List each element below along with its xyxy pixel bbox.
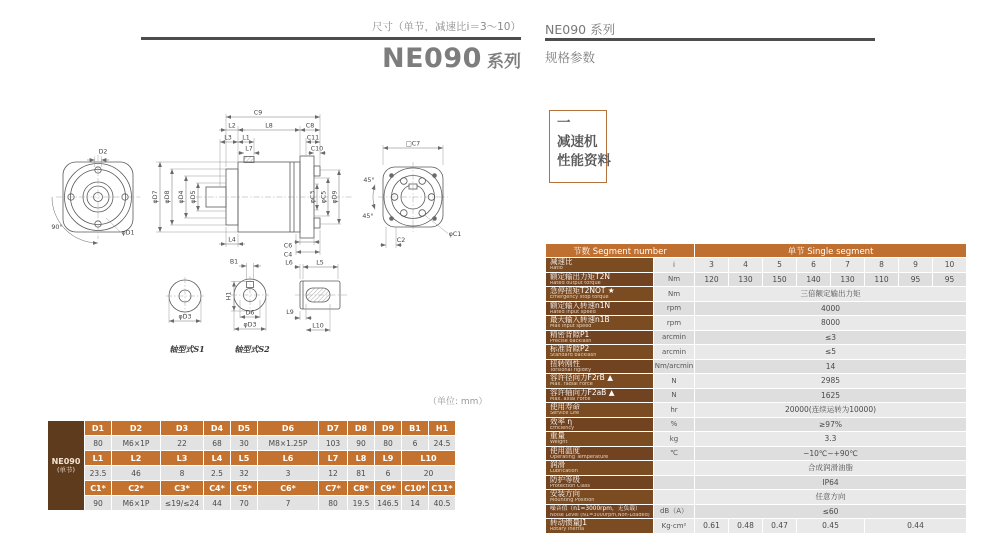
spec-value-cell: 0.47 xyxy=(763,519,796,533)
spec-value-cell: 三倍额定输出力矩 xyxy=(695,287,966,301)
dim-header-cell: L6 xyxy=(258,451,318,465)
spec-value-cell: 任意方向 xyxy=(695,490,966,504)
dim-header-cell: C6* xyxy=(258,481,318,495)
dim-label: φD4 xyxy=(178,190,185,204)
dim-label: φC3 xyxy=(309,190,317,204)
dim-value-cell: 81 xyxy=(348,466,374,480)
dim-label: B1 xyxy=(229,258,239,266)
right-divider-rule xyxy=(545,38,875,41)
spec-row-label: 效率 η Efficiency xyxy=(546,418,653,432)
dim-label: φD7 xyxy=(152,190,159,204)
dim-label: φD3 xyxy=(243,321,257,329)
dim-header-cell: H1 xyxy=(429,421,455,435)
right-section-title: 规格参数 xyxy=(545,50,596,65)
spec-unit-cell: Nm xyxy=(654,273,694,287)
spec-value-cell: 120 xyxy=(695,273,728,287)
side-view xyxy=(156,114,352,255)
spec-value-cell: 3.3 xyxy=(695,432,966,446)
dim-value-cell: 32 xyxy=(231,466,257,480)
dim-label: L2 xyxy=(228,122,236,130)
dim-label: C9 xyxy=(253,109,263,117)
dim-value-cell: 146.5 xyxy=(375,496,401,510)
spec-row-label: 防护等级 Protection Class xyxy=(546,476,653,490)
dim-value-cell: 80 xyxy=(319,496,347,510)
dim-label: φD3 xyxy=(178,313,192,321)
dim-value-cell: 14 xyxy=(402,496,428,510)
spec-unit-cell xyxy=(654,490,694,504)
dim-header-cell: C2* xyxy=(112,481,160,495)
dim-header-cell: D8 xyxy=(348,421,374,435)
spec-row-label: 减速比 Ratio xyxy=(546,258,653,272)
spec-unit-cell: arcmin xyxy=(654,331,694,345)
dim-value-cell: 20 xyxy=(402,466,455,480)
spec-value-cell: 130 xyxy=(729,273,762,287)
dim-value-cell: 70 xyxy=(231,496,257,510)
unit-note: （单位: mm） xyxy=(428,397,488,407)
spec-unit-cell: N xyxy=(654,374,694,388)
dim-header-cell: D4 xyxy=(204,421,230,435)
spec-col2-header: 单节 Single segment xyxy=(695,244,966,257)
dim-header-cell: L8 xyxy=(348,451,374,465)
dim-label: φD8 xyxy=(164,190,171,204)
spec-value-cell: ≤60 xyxy=(695,505,966,519)
dim-value-cell: 103 xyxy=(319,436,347,450)
dim-label: C11 xyxy=(306,134,320,142)
dim-label: 90° xyxy=(51,224,63,231)
spec-row-label: 额定输出力矩T2N Rated output torque xyxy=(546,273,653,287)
spec-value-cell: −10℃~+90℃ xyxy=(695,447,966,461)
dim-value-cell: 23.5 xyxy=(85,466,111,480)
spec-row-label: 噪音值（n1=3000rpm，无负载） Noise Level (N1=3000rpm,Non-Loaded) xyxy=(546,505,653,519)
spec-unit-cell: rpm xyxy=(654,302,694,316)
spec-unit-cell: N xyxy=(654,389,694,403)
dim-header-cell: L7 xyxy=(319,451,347,465)
dim-value-cell: 6 xyxy=(402,436,428,450)
dim-value-cell: 7 xyxy=(258,496,318,510)
spec-table xyxy=(545,243,967,534)
spec-unit-cell: dB（A） xyxy=(654,505,694,519)
dim-header-cell: L2 xyxy=(112,451,160,465)
series-suffix-text: 系列 xyxy=(487,52,521,72)
spec-value-cell: 8 xyxy=(865,258,898,272)
dim-label: C4 xyxy=(283,251,293,259)
dim-label: L10 xyxy=(312,322,324,330)
dim-header-cell: D2 xyxy=(112,421,160,435)
dim-value-cell: 22 xyxy=(161,436,203,450)
dim-label: 45° xyxy=(362,213,374,220)
label-line1: 减速机 xyxy=(557,134,598,150)
dim-header-cell: L5 xyxy=(231,451,257,465)
dim-label: L1 xyxy=(242,134,250,142)
performance-data-label-box xyxy=(549,110,611,183)
drawing-caption: 轴型式S2 xyxy=(234,344,270,354)
dim-header-cell: C3* xyxy=(161,481,203,495)
spec-value-cell: 14 xyxy=(695,360,966,374)
dim-value-cell: 90 xyxy=(85,496,111,510)
dim-header-cell: C10* xyxy=(402,481,428,495)
dim-header-cell: D7 xyxy=(319,421,347,435)
dim-value-cell: 8 xyxy=(161,466,203,480)
spec-unit-cell xyxy=(654,476,694,490)
label-line2: 性能资料 xyxy=(557,153,611,169)
dim-value-cell: 90 xyxy=(348,436,374,450)
spec-row-label: 最大输入转速n1B Max input speed xyxy=(546,316,653,330)
spec-value-cell: 95 xyxy=(933,273,966,287)
dim-value-cell: M6×1P xyxy=(112,436,160,450)
dim-value-cell: ≤19/≤24 xyxy=(161,496,203,510)
spec-row-label: 扭转刚性 Torsional rigidity xyxy=(546,360,653,374)
dimensions-subtitle: 尺寸（单节，减速比i＝3～10） xyxy=(372,21,521,33)
dim-value-cell: 3 xyxy=(258,466,318,480)
dim-label: C10 xyxy=(310,145,324,153)
dim-label: L3 xyxy=(224,134,232,142)
spec-unit-cell: i xyxy=(654,258,694,272)
spec-row-label: 容许轴向力F2aB ▲ Max. axial Force xyxy=(546,389,653,403)
spec-unit-cell: ℃ xyxy=(654,447,694,461)
model-group-cell: NE090 (单节) xyxy=(48,421,84,510)
technical-drawing xyxy=(0,95,530,395)
dim-header-cell: L1 xyxy=(85,451,111,465)
dim-header-cell: L9 xyxy=(375,451,401,465)
spec-row-label: 标准背隙P2 Standard backlash xyxy=(546,345,653,359)
dim-header-cell: B1 xyxy=(402,421,428,435)
spec-unit-cell: hr xyxy=(654,403,694,417)
dim-label: L5 xyxy=(316,259,324,267)
spec-row-label: 使用温度 Operating Temperature xyxy=(546,447,653,461)
spec-value-cell: 5 xyxy=(763,258,796,272)
dim-label: H1 xyxy=(225,291,233,301)
dim-label: φC1 xyxy=(448,231,462,238)
dim-value-cell: 80 xyxy=(85,436,111,450)
dim-value-cell: 44 xyxy=(204,496,230,510)
dim-header-cell: C9* xyxy=(375,481,401,495)
dim-header-cell: D1 xyxy=(85,421,111,435)
dim-value-cell: 80 xyxy=(375,436,401,450)
spec-row-label: 精密背隙P1 Precise backlash xyxy=(546,331,653,345)
spec-value-cell: 9 xyxy=(899,258,932,272)
series-model-text: NE090 xyxy=(382,43,482,74)
dim-value-cell: 6 xyxy=(375,466,401,480)
dim-header-cell: C1* xyxy=(85,481,111,495)
spec-unit-cell: Nm/arcmin xyxy=(654,360,694,374)
spec-value-cell: 20000(连续运转为10000) xyxy=(695,403,966,417)
dim-value-cell: 24.5 xyxy=(429,436,455,450)
spec-value-cell: ≤3 xyxy=(695,331,966,345)
page-title xyxy=(140,43,521,74)
dim-label: φD5 xyxy=(190,190,197,204)
dim-header-cell: L4 xyxy=(204,451,230,465)
left-divider-rule xyxy=(141,37,521,40)
dim-header-cell: D5 xyxy=(231,421,257,435)
spec-value-cell: 150 xyxy=(763,273,796,287)
spec-row-label: 急停扭矩T2NOT ★ Emergency stop torque xyxy=(546,287,653,301)
spec-unit-cell: % xyxy=(654,418,694,432)
dim-value-cell: 40.5 xyxy=(429,496,455,510)
dim-header-cell: D9 xyxy=(375,421,401,435)
dim-label: L4 xyxy=(228,236,236,244)
dim-value-cell: 30 xyxy=(231,436,257,450)
dim-label: L7 xyxy=(245,145,253,153)
dimension-table xyxy=(47,420,456,511)
dim-label: L8 xyxy=(265,122,273,130)
dim-header-cell: C4* xyxy=(204,481,230,495)
dim-value-cell: M6×1P xyxy=(112,496,160,510)
spec-value-cell: 110 xyxy=(865,273,898,287)
dim-label: D6 xyxy=(245,309,255,317)
spec-value-cell: 4 xyxy=(729,258,762,272)
spec-row-label: 使用寿命 Service Life xyxy=(546,403,653,417)
dim-label: φD9 xyxy=(331,190,339,204)
dim-label: L6 xyxy=(285,259,293,267)
spec-value-cell: ≤5 xyxy=(695,345,966,359)
drawing-caption: 轴型式S1 xyxy=(169,344,205,354)
dim-header-cell: L10 xyxy=(402,451,455,465)
spec-row-label: 额定输入转速n1N Rated input speed xyxy=(546,302,653,316)
dim-header-cell: D3 xyxy=(161,421,203,435)
dim-label: 45° xyxy=(363,177,375,184)
spec-value-cell: 130 xyxy=(831,273,864,287)
spec-row-label: 容许径向力F2rB ▲ Max. radial Force xyxy=(546,374,653,388)
rear-view xyxy=(373,145,448,248)
dim-header-cell: C7* xyxy=(319,481,347,495)
dim-label: C8 xyxy=(305,122,315,130)
spec-value-cell: 0.61 xyxy=(695,519,728,533)
spec-value-cell: 140 xyxy=(797,273,830,287)
dim-header-cell: D6 xyxy=(258,421,318,435)
spec-col1-header: 节数 Segment number xyxy=(546,244,694,257)
dim-value-cell: M8×1.25P xyxy=(258,436,318,450)
dim-value-cell: 12 xyxy=(319,466,347,480)
dim-label: φC5 xyxy=(320,190,328,204)
spec-value-cell: 合成润滑油脂 xyxy=(695,461,966,475)
spec-value-cell: 3 xyxy=(695,258,728,272)
dim-label: □C7 xyxy=(405,140,421,148)
spec-unit-cell: Nm xyxy=(654,287,694,301)
dim-value-cell: 2.5 xyxy=(204,466,230,480)
spec-unit-cell: Kg·cm² xyxy=(654,519,694,533)
spec-value-cell: 1625 xyxy=(695,389,966,403)
dim-label: C6 xyxy=(283,242,293,250)
spec-value-cell: 4000 xyxy=(695,302,966,316)
spec-value-cell: 0.44 xyxy=(865,519,966,533)
right-series-title: NE090 系列 xyxy=(545,22,616,37)
dim-value-cell: 19.5 xyxy=(348,496,374,510)
spec-value-cell: 10 xyxy=(933,258,966,272)
spec-unit-cell xyxy=(654,461,694,475)
dim-value-cell: 68 xyxy=(204,436,230,450)
spec-value-cell: 8000 xyxy=(695,316,966,330)
spec-value-cell: 6 xyxy=(797,258,830,272)
spec-row-label: 安装方向 Mounting Position xyxy=(546,490,653,504)
spec-unit-cell: rpm xyxy=(654,316,694,330)
spec-value-cell: ≥97% xyxy=(695,418,966,432)
spec-value-cell: 0.45 xyxy=(797,519,864,533)
dim-label: φD1 xyxy=(121,229,135,237)
dim-label: L9 xyxy=(286,309,294,316)
spec-value-cell: 95 xyxy=(899,273,932,287)
spec-row-label: 重量 Weight xyxy=(546,432,653,446)
dim-label: D2 xyxy=(98,148,108,156)
spec-row-label: 润滑 Lubrication xyxy=(546,461,653,475)
spec-unit-cell: kg xyxy=(654,432,694,446)
spec-row-label: 转动惯量J1 Rotary inertia xyxy=(546,519,653,533)
spec-value-cell: 7 xyxy=(831,258,864,272)
spec-value-cell: 2985 xyxy=(695,374,966,388)
spec-unit-cell: arcmin xyxy=(654,345,694,359)
dim-header-cell: C11* xyxy=(429,481,455,495)
dim-value-cell: 46 xyxy=(112,466,160,480)
spec-value-cell: IP64 xyxy=(695,476,966,490)
label-dash: 一 xyxy=(557,115,571,131)
dim-header-cell: C5* xyxy=(231,481,257,495)
dim-header-cell: L3 xyxy=(161,451,203,465)
spec-value-cell: 0.48 xyxy=(729,519,762,533)
dim-header-cell: C8* xyxy=(348,481,374,495)
dim-label: C2 xyxy=(396,237,406,244)
